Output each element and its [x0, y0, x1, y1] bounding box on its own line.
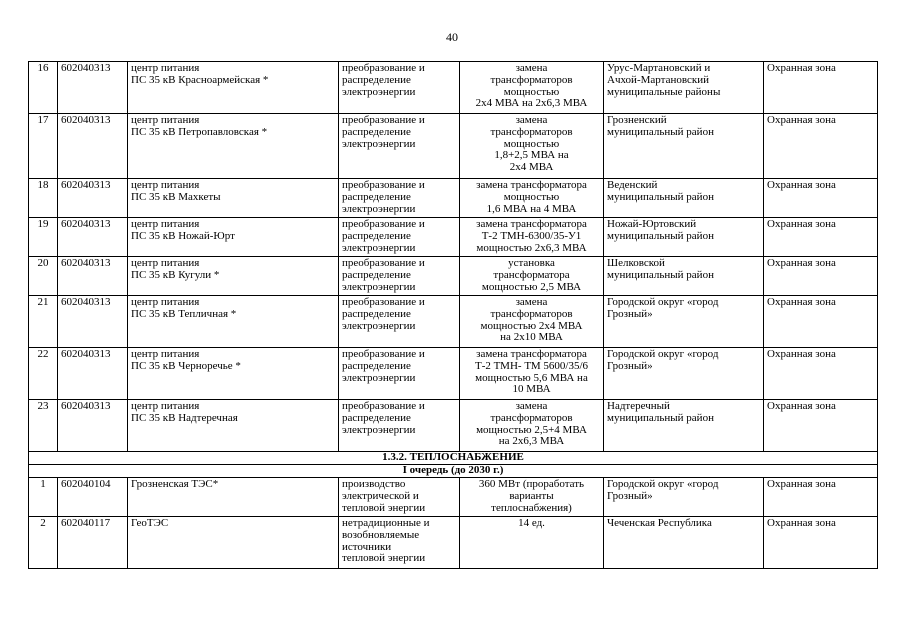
object-zone: Охранная зона — [764, 517, 878, 569]
electric-rows — [29, 62, 878, 452]
table-row — [29, 296, 878, 348]
object-purpose: преобразование и распределение электроэнергии — [339, 114, 460, 179]
object-capacity: замена трансформатора мощностью 1,6 МВА на 4 МВА — [460, 179, 604, 218]
object-code: 602040117 — [58, 517, 128, 569]
row-number: 16 — [29, 62, 58, 114]
object-name: центр питания ПС 35 кВ Черноречье * — [128, 348, 339, 400]
object-purpose: преобразование и распределение электроэнергии — [339, 296, 460, 348]
row-number: 23 — [29, 400, 58, 452]
table-row — [29, 400, 878, 452]
row-number: 18 — [29, 179, 58, 218]
object-zone: Охранная зона — [764, 478, 878, 517]
table-row — [29, 257, 878, 296]
object-location: Ножай-Юртовский муниципальный район — [604, 218, 764, 257]
object-name: ГеоТЭС — [128, 517, 339, 569]
object-zone: Охранная зона — [764, 114, 878, 179]
row-number: 2 — [29, 517, 58, 569]
row-number: 20 — [29, 257, 58, 296]
page-number: 40 — [446, 30, 458, 44]
object-zone: Охранная зона — [764, 218, 878, 257]
object-capacity: установка трансформатора мощностью 2,5 МВА — [460, 257, 604, 296]
table-row — [29, 218, 878, 257]
object-code: 602040313 — [58, 348, 128, 400]
object-purpose: преобразование и распределение электроэнергии — [339, 179, 460, 218]
table-row — [29, 478, 878, 517]
object-location: Шелковской муниципальный район — [604, 257, 764, 296]
object-zone: Охранная зона — [764, 257, 878, 296]
object-location: Грозненский муниципальный район — [604, 114, 764, 179]
object-code: 602040104 — [58, 478, 128, 517]
row-number: 1 — [29, 478, 58, 517]
table-row — [29, 179, 878, 218]
row-number: 17 — [29, 114, 58, 179]
objects-table — [28, 61, 878, 569]
object-capacity: замена трансформатора Т-2 ТМН-6300/35-У1 мощностью 2х6,3 МВА — [460, 218, 604, 257]
object-zone: Охранная зона — [764, 179, 878, 218]
heat-section-header — [29, 452, 878, 478]
object-purpose: преобразование и распределение электроэнергии — [339, 400, 460, 452]
object-code: 602040313 — [58, 218, 128, 257]
table-row — [29, 348, 878, 400]
object-code: 602040313 — [58, 296, 128, 348]
object-zone: Охранная зона — [764, 296, 878, 348]
section-title: 1.3.2. ТЕПЛОСНАБЖЕНИЕ — [29, 452, 878, 465]
heat-rows — [29, 478, 878, 569]
object-zone: Охранная зона — [764, 400, 878, 452]
object-purpose: преобразование и распределение электроэнергии — [339, 257, 460, 296]
object-capacity: 14 ед. — [460, 517, 604, 569]
object-purpose: нетрадиционные и возобновляемые источники тепловой энергии — [339, 517, 460, 569]
object-name: центр питания ПС 35 кВ Красноармейская * — [128, 62, 339, 114]
object-capacity: 360 МВт (проработать варианты теплоснабжения) — [460, 478, 604, 517]
object-location: Городской округ «город Грозный» — [604, 296, 764, 348]
object-code: 602040313 — [58, 257, 128, 296]
object-name: Грозненская ТЭС* — [128, 478, 339, 517]
object-location: Чеченская Республика — [604, 517, 764, 569]
object-name: центр питания ПС 35 кВ Кугули * — [128, 257, 339, 296]
object-capacity: замена трансформаторов мощностью 2х4 МВА на 2х10 МВА — [460, 296, 604, 348]
object-code: 602040313 — [58, 400, 128, 452]
object-name: центр питания ПС 35 кВ Петропавловская * — [128, 114, 339, 179]
object-location: Надтеречный муниципальный район — [604, 400, 764, 452]
object-capacity: замена трансформаторов мощностью 2,5+4 МВА на 2х6,3 МВА — [460, 400, 604, 452]
object-purpose: преобразование и распределение электроэнергии — [339, 62, 460, 114]
subsection-title: I очередь (до 2030 г.) — [29, 465, 878, 478]
row-number: 19 — [29, 218, 58, 257]
table-row — [29, 517, 878, 569]
object-purpose: производство электрической и тепловой энергии — [339, 478, 460, 517]
object-code: 602040313 — [58, 114, 128, 179]
object-code: 602040313 — [58, 62, 128, 114]
object-location: Городской округ «город Грозный» — [604, 478, 764, 517]
object-location: Урус-Мартановский и Ачхой-Мартановский муниципальные районы — [604, 62, 764, 114]
object-zone: Охранная зона — [764, 62, 878, 114]
object-purpose: преобразование и распределение электроэнергии — [339, 348, 460, 400]
object-location: Веденский муниципальный район — [604, 179, 764, 218]
object-name: центр питания ПС 35 кВ Махкеты — [128, 179, 339, 218]
object-name: центр питания ПС 35 кВ Тепличная * — [128, 296, 339, 348]
object-capacity: замена трансформатора Т-2 ТМН- ТМ 5600/35/6 мощностью 5,6 МВА на 10 МВА — [460, 348, 604, 400]
object-capacity: замена трансформаторов мощностью 2х4 МВА на 2х6,3 МВА — [460, 62, 604, 114]
row-number: 21 — [29, 296, 58, 348]
object-purpose: преобразование и распределение электроэнергии — [339, 218, 460, 257]
object-name: центр питания ПС 35 кВ Ножай-Юрт — [128, 218, 339, 257]
object-zone: Охранная зона — [764, 348, 878, 400]
object-capacity: замена трансформаторов мощностью 1,8+2,5 МВА на 2х4 МВА — [460, 114, 604, 179]
object-code: 602040313 — [58, 179, 128, 218]
object-location: Городской округ «город Грозный» — [604, 348, 764, 400]
table-row — [29, 114, 878, 179]
row-number: 22 — [29, 348, 58, 400]
table-row — [29, 62, 878, 114]
object-name: центр питания ПС 35 кВ Надтеречная — [128, 400, 339, 452]
